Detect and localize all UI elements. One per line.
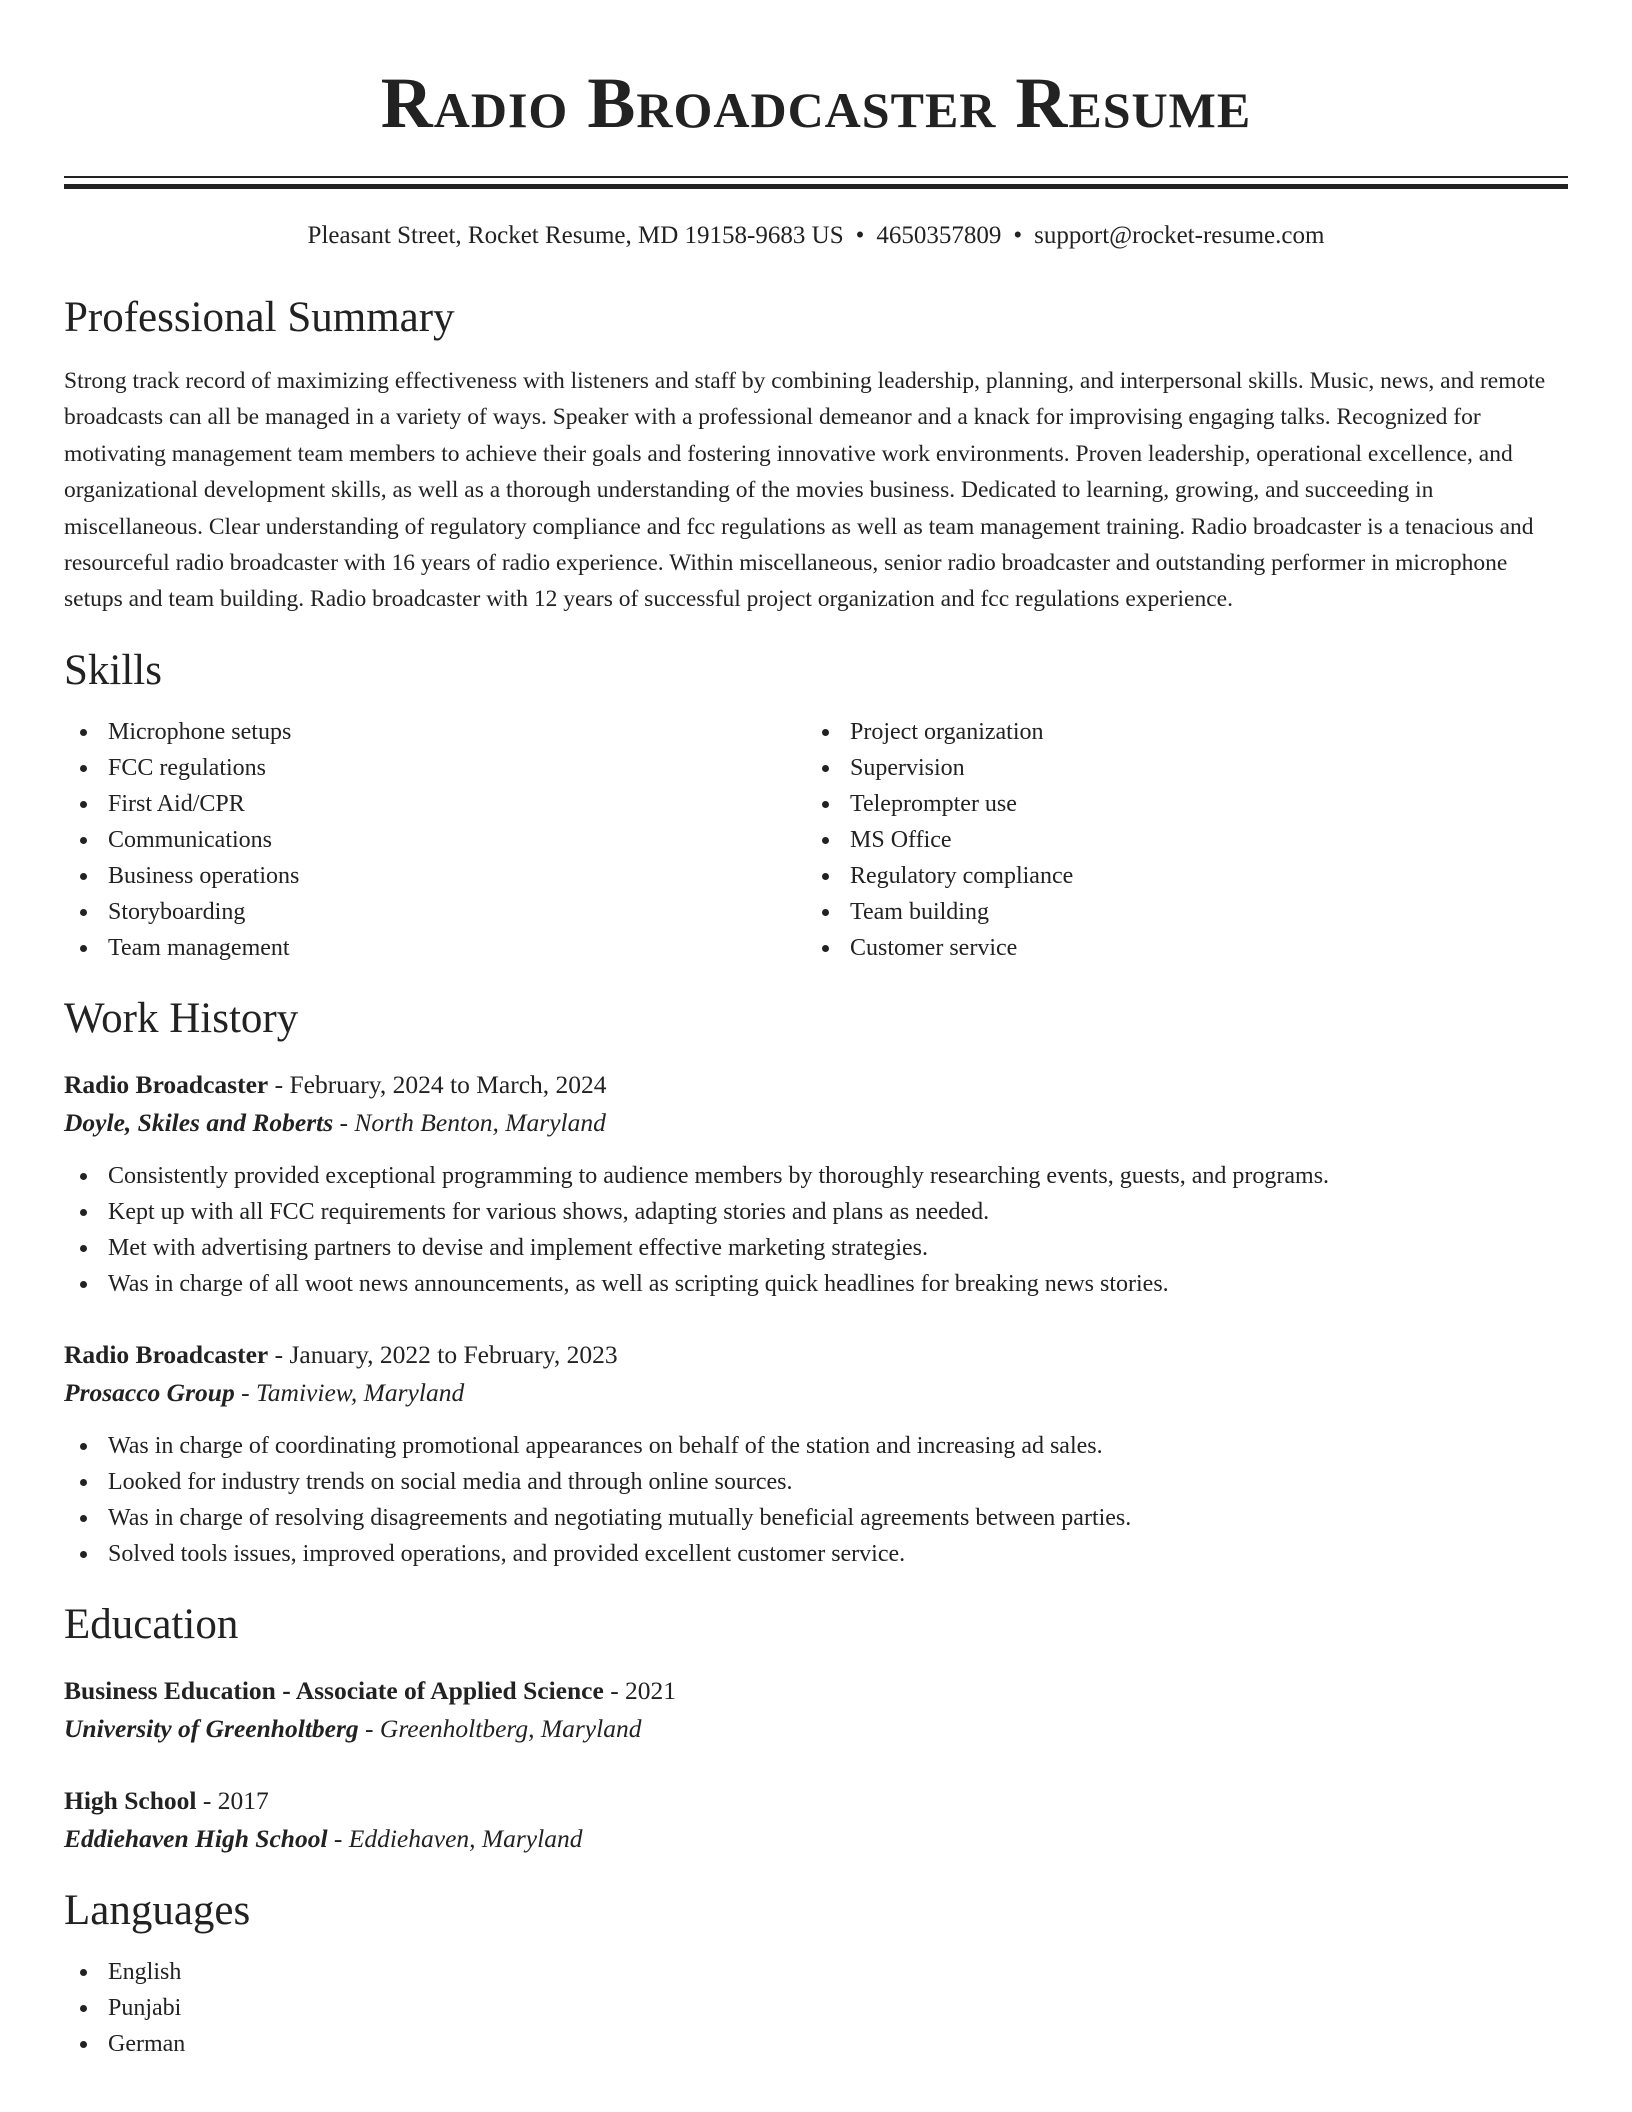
job-duty: Consistently provided exceptional programming to audience members by thoroughly researching events, guests, and programs. xyxy=(64,1158,1568,1194)
education-year: - 2017 xyxy=(196,1785,269,1815)
skill-item: Team building xyxy=(806,894,1548,930)
job-title: Radio Broadcaster xyxy=(64,1069,269,1099)
education-school: Eddiehaven High School xyxy=(64,1823,328,1853)
title-divider-thick xyxy=(64,184,1568,189)
job-location: - Tamiview, Maryland xyxy=(234,1377,465,1407)
skills-grid xyxy=(64,714,1568,966)
job-duty: Was in charge of all woot news announcements, as well as scripting quick headlines for breaking news stories. xyxy=(64,1266,1568,1302)
language-item: Punjabi xyxy=(64,1990,1568,2026)
languages-heading: Languages xyxy=(64,1886,251,1934)
skill-item: First Aid/CPR xyxy=(64,786,806,822)
contact-address: Pleasant Street, Rocket Resume, MD 19158-9683 US xyxy=(307,222,844,249)
job-company-line xyxy=(64,1374,1568,1412)
education-school: University of Greenholtberg xyxy=(64,1713,359,1743)
summary-heading: Professional Summary xyxy=(64,294,455,341)
education-degree-line xyxy=(64,1672,1568,1710)
job-duty: Was in charge of resolving disagreements and negotiating mutually beneficial agreements between parties. xyxy=(64,1500,1568,1536)
skill-item: Project organization xyxy=(806,714,1548,750)
education-degree: High School xyxy=(64,1785,197,1815)
job-company: Prosacco Group xyxy=(64,1377,235,1407)
job-duty: Solved tools issues, improved operations, and provided excellent customer service. xyxy=(64,1536,1568,1572)
job-duties-list xyxy=(64,1158,1568,1302)
skills-list-right xyxy=(806,714,1548,966)
education-heading: Education xyxy=(64,1600,239,1648)
job-duty: Was in charge of coordinating promotional appearances on behalf of the station and increasing ad sales. xyxy=(64,1428,1568,1464)
education-degree: Business Education - Associate of Applied Science xyxy=(64,1675,604,1705)
title-divider-thin xyxy=(64,176,1568,178)
contact-phone: 4650357809 xyxy=(876,222,1002,249)
job-entry xyxy=(64,1336,1568,1572)
language-item: English xyxy=(64,1954,1568,1990)
contact-email: support@rocket-resume.com xyxy=(1034,222,1325,249)
skill-item: MS Office xyxy=(806,822,1548,858)
job-duty: Looked for industry trends on social media and through online sources. xyxy=(64,1464,1568,1500)
education-location: - Eddiehaven, Maryland xyxy=(327,1823,583,1853)
skill-item: Team management xyxy=(64,930,806,966)
bullet-separator: • xyxy=(855,222,865,249)
bullet-separator: • xyxy=(1013,222,1023,249)
job-company-line xyxy=(64,1104,1568,1142)
job-title: Radio Broadcaster xyxy=(64,1339,269,1369)
skill-item: Business operations xyxy=(64,858,806,894)
job-location: - North Benton, Maryland xyxy=(333,1107,606,1137)
skill-item: Microphone setups xyxy=(64,714,806,750)
job-dates: - January, 2022 to February, 2023 xyxy=(268,1339,618,1369)
skills-list-left xyxy=(64,714,806,966)
summary-text: Strong track record of maximizing effectiveness with listeners and staff by combining leadership, planning, and interpersonal skills. Music, news, and remote broadcasts can all be managed in a variety of ways. Speaker with a professional demeanor and a knack for improvising engaging talks. Recognized for motivating management team members to achieve their goals and fostering innovative work environments. Proven leadership, operational excellence, and organizational development skills, as well as a thorough understanding of the movies business. Dedicated to learning, growing, and succeeding in miscellaneous. Clear understanding of regulatory compliance and fcc regulations as well as team management training. Radio broadcaster is a tenacious and resourceful radio broadcaster with 16 years of radio experience. Within miscellaneous, senior radio broadcaster and outstanding performer in microphone setups and team building. Radio broadcaster with 12 years of successful project organization and fcc regulations experience. xyxy=(64,368,1546,613)
education-entry xyxy=(64,1782,1568,1858)
job-duty: Met with advertising partners to devise and implement effective marketing strategies. xyxy=(64,1230,1568,1266)
skill-item: Regulatory compliance xyxy=(806,858,1548,894)
education-degree-line xyxy=(64,1782,1568,1820)
education-school-line xyxy=(64,1820,1568,1858)
education-year: - 2021 xyxy=(603,1675,677,1705)
job-title-line xyxy=(64,1066,1568,1104)
skill-item: FCC regulations xyxy=(64,750,806,786)
skill-item: Storyboarding xyxy=(64,894,806,930)
skill-item: Communications xyxy=(64,822,806,858)
skill-item: Customer service xyxy=(806,930,1548,966)
resume-title: Radio Broadcaster Resume xyxy=(380,63,1252,143)
job-duty: Kept up with all FCC requirements for various shows, adapting stories and plans as needed. xyxy=(64,1194,1568,1230)
job-title-line xyxy=(64,1336,1568,1374)
education-location: - Greenholtberg, Maryland xyxy=(358,1713,642,1743)
job-dates: - February, 2024 to March, 2024 xyxy=(268,1069,607,1099)
language-item: German xyxy=(64,2026,1568,2062)
skills-heading: Skills xyxy=(64,646,162,694)
education-entry xyxy=(64,1672,1568,1748)
education-school-line xyxy=(64,1710,1568,1748)
languages-list xyxy=(64,1954,1568,2062)
job-entry xyxy=(64,1066,1568,1302)
skill-item: Supervision xyxy=(806,750,1548,786)
skill-item: Teleprompter use xyxy=(806,786,1548,822)
job-company: Doyle, Skiles and Roberts xyxy=(64,1107,334,1137)
work-history-heading: Work History xyxy=(64,994,299,1042)
contact-line xyxy=(64,221,1568,251)
job-duties-list xyxy=(64,1428,1568,1572)
